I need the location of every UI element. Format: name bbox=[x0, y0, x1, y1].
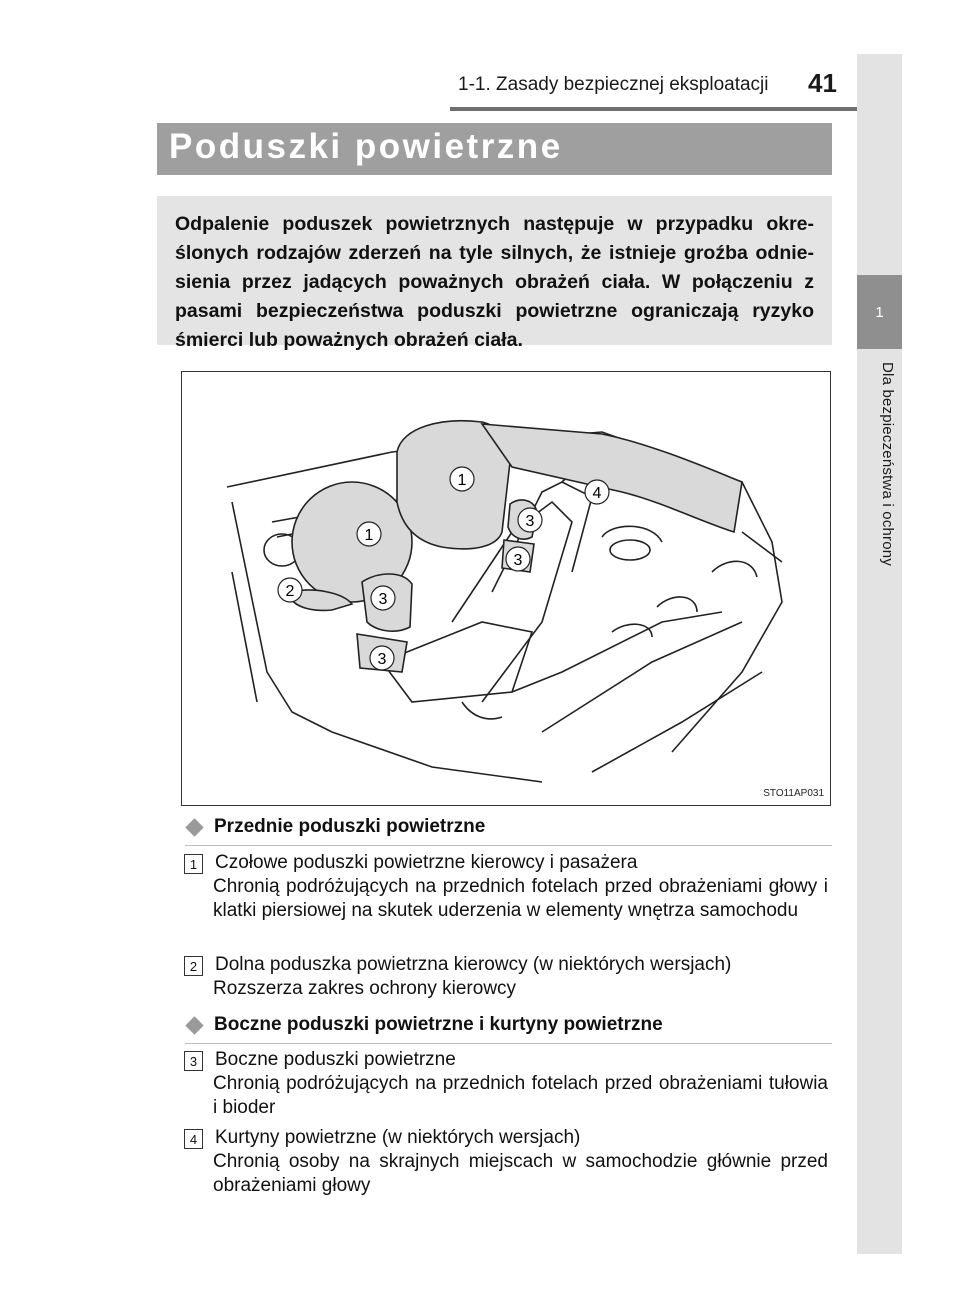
callout-3-driver-lower bbox=[370, 646, 394, 670]
page-number: 41 bbox=[808, 68, 837, 98]
page-title: Poduszki powietrzne bbox=[169, 127, 563, 166]
callout-label: 3 bbox=[513, 552, 523, 569]
section-heading-side bbox=[185, 1014, 832, 1036]
callout-1-passenger bbox=[450, 467, 474, 491]
item-title: Boczne poduszki powietrzne bbox=[215, 1049, 456, 1070]
figure-code: STO11AP031 bbox=[763, 788, 824, 799]
section-heading-text: Boczne poduszki powietrzne i kurtyny powietrzne bbox=[214, 1014, 663, 1035]
intro-text: Odpalenie poduszek powietrznych następuje w przypadku okre-ślonych rodzajów zderzeń na tyle silnych, że istnieje groźba odnie-sienia przez jadących poważnych obrażeń ciała. W połączeniu z pasami bezpieczeństwa poduszki powietrzne ograniczają ryzyko śmierci lub poważnych obrażeń ciała. bbox=[175, 213, 814, 351]
item-description: Rozszerza zakres ochrony kierowcy bbox=[213, 978, 517, 999]
callout-label: 4 bbox=[592, 485, 602, 502]
callout-3-passenger-lower bbox=[506, 547, 530, 571]
item-title: Czołowe poduszki powietrzne kierowcy i pasażera bbox=[215, 852, 638, 873]
chapter-number-tab: 1 bbox=[857, 275, 902, 349]
item-title: Dolna poduszka powietrzna kierowcy (w niektórych wersjach) bbox=[215, 954, 732, 975]
item-description: Chronią podróżujących na przednich fotelach przed obrażeniami tułowia i bioder bbox=[213, 1073, 828, 1118]
item-number-box: 1 bbox=[184, 854, 203, 874]
callout-1-driver bbox=[357, 522, 381, 546]
callout-label: 1 bbox=[457, 472, 467, 489]
running-header-section: 1-1. Zasady bezpiecznej eksploatacji bbox=[458, 74, 769, 95]
callout-label: 1 bbox=[364, 527, 374, 544]
diamond-bullet-icon bbox=[185, 818, 203, 836]
item-description: Chronią osoby na skrajnych miejscach w samochodzie głównie przed obrażeniami głowy bbox=[213, 1151, 828, 1196]
callout-4-curtain bbox=[585, 480, 609, 504]
diamond-bullet-icon bbox=[185, 1016, 203, 1034]
chapter-label: Dla bezpieczeństwa i ochrony bbox=[879, 362, 896, 567]
section-divider bbox=[185, 1043, 832, 1044]
callout-2-knee bbox=[278, 578, 302, 602]
item-description: Chronią podróżujących na przednich fotelach przed obrażeniami głowy i klatki piersiowej na skutek uderzenia w elementy wnętrza samochodu bbox=[213, 876, 828, 921]
item-number-box: 2 bbox=[184, 956, 203, 976]
callout-3-driver-side bbox=[371, 586, 395, 610]
airbag-illustration bbox=[181, 371, 831, 806]
callout-3-passenger-side bbox=[518, 508, 542, 532]
callout-label: 2 bbox=[285, 583, 295, 600]
chapter-side-bar bbox=[857, 54, 902, 1254]
item-title: Kurtyny powietrzne (w niektórych wersjach) bbox=[215, 1127, 581, 1148]
section-divider bbox=[185, 845, 832, 846]
header-divider bbox=[450, 107, 902, 111]
intro-box bbox=[157, 196, 832, 351]
car-interior-drawing bbox=[182, 372, 830, 805]
callout-label: 3 bbox=[378, 591, 388, 608]
page-title-bar bbox=[157, 123, 832, 175]
callout-label: 3 bbox=[525, 513, 535, 530]
section-heading-front bbox=[185, 816, 832, 838]
section-heading-text: Przednie poduszki powietrzne bbox=[214, 816, 486, 837]
callout-label: 3 bbox=[377, 651, 387, 668]
item-number-box: 4 bbox=[184, 1129, 203, 1149]
item-number-box: 3 bbox=[184, 1051, 203, 1071]
